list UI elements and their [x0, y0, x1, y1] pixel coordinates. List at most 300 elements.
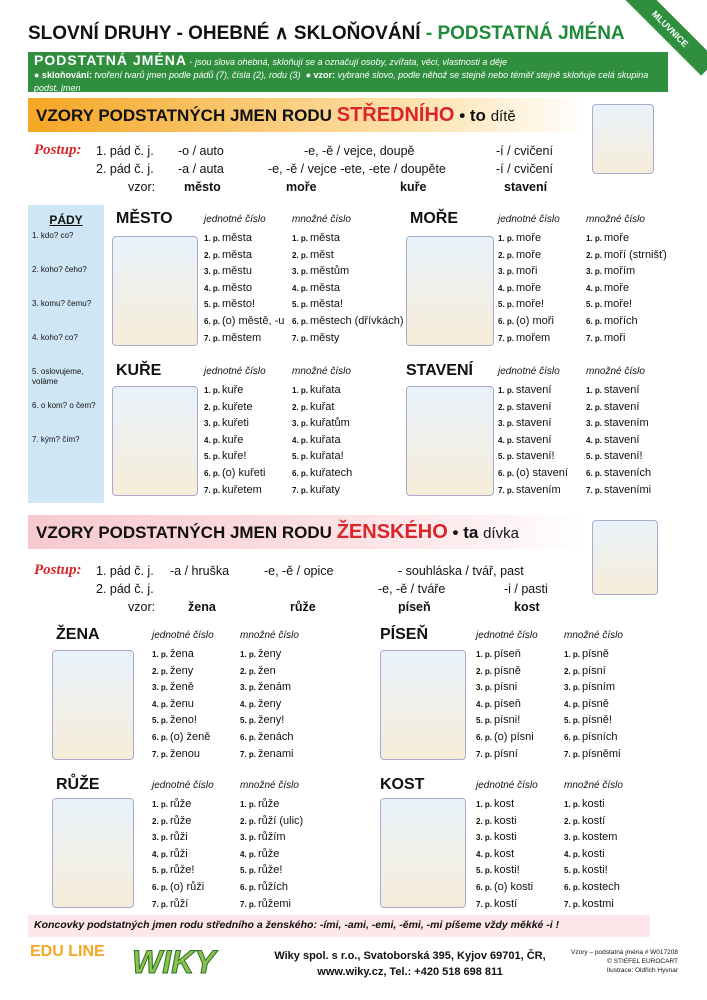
col1-vzor: město — [184, 180, 221, 194]
case-number: 2. p. — [476, 816, 493, 826]
case-number: 6. p. — [152, 733, 169, 742]
plural-header: množné číslo — [240, 630, 299, 641]
case-word: kostech — [582, 881, 620, 893]
case-number: 3. p. — [292, 419, 309, 429]
case-number: 4. p. — [498, 435, 515, 445]
case-form — [204, 249, 252, 266]
case-number: 4. p. — [476, 699, 493, 709]
case-form — [204, 384, 243, 401]
case-number: 6. p. — [564, 733, 581, 742]
col2-r2: -e, -ě / vejce -ete, -ete / doupěte — [268, 162, 446, 176]
case-word: písně — [582, 697, 609, 710]
col4-vzor: kost — [514, 600, 540, 614]
case-form — [476, 714, 520, 731]
case-number: 5. p. — [240, 866, 257, 876]
case-word: stavení — [516, 433, 552, 446]
case-word: stavení — [516, 384, 552, 396]
case-form — [564, 848, 605, 865]
case-form — [498, 484, 561, 501]
case-word: písni — [494, 681, 518, 694]
case-number: 6. p. — [292, 317, 309, 326]
col1-vzor: žena — [188, 600, 216, 614]
case-number: 7. p. — [204, 333, 221, 343]
case-form — [292, 417, 350, 434]
case-number: 2. p. — [204, 250, 221, 260]
case-number: 4. p. — [204, 435, 221, 445]
case-word: mořím — [604, 265, 636, 278]
case-word: písní — [494, 747, 518, 760]
case-word: ženo! — [170, 714, 197, 727]
case-number: 5. p. — [586, 300, 603, 310]
case-number: 2. p. — [152, 666, 169, 676]
case-form — [476, 731, 534, 748]
col2-r1: -e, -ě / vejce, doupě — [304, 144, 415, 158]
case-number: 3. p. — [204, 267, 221, 277]
plural-header: množné číslo — [292, 214, 351, 225]
chick-illustration — [112, 386, 198, 496]
singular-header: jednotné číslo — [498, 366, 560, 377]
case-number: 7. p. — [586, 333, 603, 343]
postup-label: Postup: — [34, 142, 82, 158]
case-word: písně — [582, 648, 609, 660]
case-word: růži — [170, 831, 188, 844]
case-word: města — [222, 248, 252, 261]
case-number: 3. p. — [476, 833, 493, 843]
plural-header: množné číslo — [564, 780, 623, 791]
case-number: 7. p. — [152, 899, 169, 909]
case-number: 1. p. — [204, 386, 221, 395]
case-number: 5. p. — [498, 300, 515, 310]
case-word: písní — [582, 664, 606, 677]
singular-header: jednotné číslo — [152, 780, 214, 791]
case-word: moři — [516, 265, 538, 278]
col1-r2: -a / auta — [178, 162, 224, 176]
paradigm-word: PÍSEŇ — [380, 626, 429, 643]
case-word: písně! — [582, 714, 612, 727]
case-form — [204, 265, 252, 282]
case-word: města! — [310, 298, 344, 311]
case-row: 2. koho? čeho? — [32, 265, 87, 274]
case-word: ženy — [258, 697, 282, 710]
case-form — [240, 831, 286, 848]
case-form — [292, 384, 341, 401]
case-number: 1. p. — [476, 800, 493, 809]
col3-r2: -e, -ě / tváře — [378, 582, 446, 596]
case-word: kuřatům — [310, 417, 350, 430]
case-row: 1. kdo? co? — [32, 231, 74, 240]
singular-header: jednotné číslo — [152, 630, 214, 641]
case-number: 5. p. — [476, 716, 493, 726]
case-word: kostmi — [582, 897, 614, 910]
woman-reading-illustration — [52, 650, 134, 760]
case-number: 1. p. — [564, 650, 581, 659]
case-number: 1. p. — [240, 800, 257, 809]
case-word: stavením — [604, 417, 649, 430]
case-number: 5. p. — [564, 866, 581, 876]
singular-header: jednotné číslo — [476, 630, 538, 641]
case-form — [292, 450, 344, 467]
col4-r2: -i / pasti — [504, 582, 548, 596]
postup-r2: 2. pád č. j. — [96, 162, 154, 176]
case-form — [152, 881, 204, 898]
case-word: stavení — [516, 417, 552, 430]
sklon-label: ● skloňování: — [34, 70, 92, 80]
col3-vzor: píseň — [398, 600, 431, 614]
case-number: 5. p. — [476, 866, 493, 876]
case-form — [564, 681, 615, 698]
case-word: (o) moři — [516, 315, 554, 327]
case-word: kuřata — [310, 384, 341, 396]
case-form — [240, 898, 291, 915]
case-word: mořem — [516, 331, 551, 344]
case-word: (o) ženě — [170, 731, 211, 743]
footer-web: www.wiky.cz, Tel.: +420 518 698 811 — [317, 966, 503, 978]
case-word: stavení — [516, 400, 552, 413]
case-form — [564, 665, 606, 682]
case-form — [498, 332, 550, 349]
case-number: 5. p. — [564, 716, 581, 726]
case-word: staveních — [604, 467, 652, 479]
case-form — [564, 815, 605, 832]
case-number: 6. p. — [476, 883, 493, 892]
case-word: ženám — [258, 681, 292, 694]
case-word: růžemi — [258, 897, 292, 910]
footer-contact — [260, 948, 560, 980]
case-form — [240, 665, 276, 682]
cases-sidebar — [28, 205, 104, 503]
col1-r1: -o / auto — [178, 144, 224, 158]
case-number: 4. p. — [476, 849, 493, 859]
case-form — [292, 282, 340, 299]
case-word: město — [222, 281, 252, 294]
case-word: kosti — [494, 831, 517, 844]
case-number: 2. p. — [564, 666, 581, 676]
col3-vzor: kuře — [400, 180, 427, 194]
case-word: kuřata! — [310, 450, 344, 463]
case-number: 7. p. — [204, 485, 221, 495]
case-form — [204, 332, 261, 349]
definition-box — [28, 52, 668, 92]
case-form — [476, 848, 514, 865]
case-form — [476, 898, 517, 915]
postup-vzor: vzor: — [128, 180, 156, 194]
case-word: ženy! — [258, 714, 285, 727]
case-word: městech (dřívkách) — [310, 315, 404, 327]
case-form — [240, 681, 291, 698]
case-word: růží (ulic) — [258, 814, 304, 827]
case-form — [564, 864, 608, 881]
case-number: 1. p. — [152, 800, 169, 809]
case-word: stavení — [604, 384, 640, 396]
case-word: moře — [604, 281, 630, 294]
case-number: 2. p. — [586, 250, 603, 260]
case-number: 3. p. — [586, 267, 603, 277]
case-word: růže — [170, 798, 192, 810]
postup-label: Postup: — [34, 562, 82, 578]
paradigm-word: ŽENA — [56, 626, 100, 643]
case-number: 2. p. — [204, 402, 221, 412]
case-form — [204, 282, 252, 299]
case-number: 4. p. — [292, 283, 309, 293]
case-form — [586, 384, 639, 401]
house-illustration — [406, 386, 494, 496]
case-form — [152, 815, 191, 832]
case-number: 6. p. — [292, 469, 309, 478]
case-form — [240, 731, 293, 748]
case-form — [204, 315, 284, 332]
footer-illustrator: Ilustrace: Oldřich Hyvnar — [606, 967, 678, 974]
case-form — [564, 648, 609, 665]
case-number: 6. p. — [498, 469, 515, 478]
case-row: 7. kým? čím? — [32, 435, 80, 444]
case-form — [586, 298, 632, 315]
case-word: (o) růži — [170, 881, 205, 893]
case-word: kuřata — [310, 433, 341, 446]
band-post: • to — [459, 106, 486, 125]
case-number: 1. p. — [476, 650, 493, 659]
case-number: 1. p. — [292, 386, 309, 395]
case-form — [498, 282, 541, 299]
case-word: ženy — [170, 664, 194, 677]
case-number: 3. p. — [498, 267, 515, 277]
case-word: stavení — [604, 400, 640, 413]
case-form — [498, 384, 551, 401]
case-number: 1. p. — [586, 386, 603, 395]
col4-r2: -í / cvičení — [496, 162, 553, 176]
case-word: moří (strnišť) — [604, 248, 667, 261]
case-word: kuře — [222, 384, 244, 396]
case-form — [240, 648, 281, 665]
case-word: městy — [310, 331, 340, 344]
case-number: 4. p. — [586, 435, 603, 445]
case-form — [586, 332, 625, 349]
woman-illustration — [592, 520, 658, 595]
case-word: moře! — [604, 298, 633, 311]
case-number: 7. p. — [564, 899, 581, 909]
case-word: kuřeti — [222, 417, 249, 430]
case-number: 6. p. — [476, 733, 493, 742]
col4-vzor: stavení — [504, 180, 548, 194]
case-form — [152, 714, 197, 731]
case-word: růže! — [170, 864, 195, 877]
case-form — [476, 864, 520, 881]
case-form — [292, 315, 404, 332]
case-form — [240, 748, 293, 765]
case-form — [240, 698, 281, 715]
case-number: 2. p. — [152, 816, 169, 826]
case-word: růže — [258, 798, 280, 810]
case-form — [476, 815, 517, 832]
case-number: 5. p. — [498, 452, 515, 462]
case-number: 6. p. — [498, 317, 515, 326]
case-form — [152, 731, 210, 748]
case-number: 4. p. — [498, 283, 515, 293]
footer-copyright: © STIEFEL EUROCART — [607, 958, 678, 965]
case-number: 6. p. — [586, 317, 603, 326]
cases-title: PÁDY — [49, 213, 83, 227]
case-word: moře! — [516, 298, 545, 311]
case-form — [498, 232, 541, 249]
case-form — [152, 798, 191, 815]
case-form — [152, 681, 194, 698]
case-number: 7. p. — [240, 749, 257, 759]
case-form — [292, 332, 339, 349]
case-word: ženu — [170, 697, 194, 710]
case-number: 6. p. — [240, 883, 257, 892]
case-number: 7. p. — [292, 485, 309, 495]
case-word: (o) stavení — [516, 467, 568, 479]
case-word: kuřaty — [310, 483, 340, 496]
case-word: růže — [258, 847, 280, 860]
case-word: žena — [170, 648, 194, 660]
case-word: písním — [582, 681, 616, 694]
case-number: 5. p. — [152, 866, 169, 876]
case-form — [586, 467, 651, 484]
paradigm-word: KUŘE — [116, 362, 162, 379]
case-word: ženou — [170, 747, 200, 760]
case-number: 4. p. — [564, 849, 581, 859]
case-number: 4. p. — [204, 283, 221, 293]
case-form — [152, 648, 194, 665]
case-form — [586, 265, 635, 282]
footer — [28, 940, 678, 990]
case-number: 5. p. — [292, 300, 309, 310]
case-form — [498, 265, 537, 282]
case-form — [240, 815, 303, 832]
case-number: 7. p. — [292, 333, 309, 343]
wiky-logo: WIKY — [132, 944, 216, 980]
case-number: 3. p. — [240, 683, 257, 693]
case-number: 7. p. — [476, 749, 493, 759]
case-form — [152, 864, 194, 881]
case-form — [476, 748, 518, 765]
case-number: 7. p. — [240, 899, 257, 909]
case-number: 1. p. — [498, 234, 515, 243]
plural-header: množné číslo — [292, 366, 351, 377]
case-word: městem — [222, 331, 262, 344]
case-form — [476, 698, 521, 715]
case-number: 2. p. — [564, 816, 581, 826]
case-number: 1. p. — [204, 234, 221, 243]
feminine-band — [28, 515, 588, 549]
case-form — [498, 298, 544, 315]
case-word: města — [222, 232, 252, 244]
case-row: 5. oslovujeme, voláme — [32, 367, 84, 386]
case-form — [586, 282, 629, 299]
case-form — [240, 848, 279, 865]
postup-r1: 1. pád č. j. — [96, 144, 154, 158]
neuter-postup — [28, 140, 588, 200]
case-word: (o) kuřeti — [222, 467, 266, 479]
case-form — [476, 648, 521, 665]
case-form — [292, 484, 340, 501]
case-number: 6. p. — [240, 733, 257, 742]
case-form — [152, 848, 188, 865]
paradigm-word: STAVENÍ — [406, 362, 473, 379]
case-form — [498, 417, 551, 434]
singular-header: jednotné číslo — [498, 214, 560, 225]
col2-vzor: moře — [286, 180, 317, 194]
eduline-logo: EDU LINE — [30, 943, 105, 960]
singular-header: jednotné číslo — [204, 214, 266, 225]
plural-header: množné číslo — [564, 630, 623, 641]
case-word: kostem — [582, 831, 618, 844]
case-word: městu — [222, 265, 252, 278]
case-number: 6. p. — [204, 317, 221, 326]
case-number: 3. p. — [498, 419, 515, 429]
case-number: 7. p. — [152, 749, 169, 759]
case-word: kuřetem — [222, 483, 262, 496]
case-word: kuře! — [222, 450, 247, 463]
paradigm-word: MOŘE — [410, 210, 458, 227]
footer-meta — [568, 948, 678, 975]
case-form — [240, 881, 288, 898]
def-heading: PODSTATNÁ JMÉNA — [34, 52, 187, 68]
case-form — [476, 665, 521, 682]
case-form — [564, 731, 617, 748]
plural-header: množné číslo — [586, 214, 645, 225]
case-word: písně — [494, 664, 521, 677]
case-number: 4. p. — [586, 283, 603, 293]
paradigm-word: MĚSTO — [116, 210, 173, 227]
case-word: města — [310, 281, 340, 294]
vzor-label: ● vzor: — [305, 70, 336, 80]
case-word: kuře — [222, 433, 244, 446]
case-number: 5. p. — [586, 452, 603, 462]
case-word: píseň — [494, 697, 521, 710]
case-form — [204, 450, 246, 467]
case-form — [204, 434, 243, 451]
case-number: 2. p. — [240, 816, 257, 826]
case-word: růžím — [258, 831, 286, 844]
case-number: 2. p. — [240, 666, 257, 676]
case-word: kosti! — [494, 864, 520, 877]
case-form — [204, 298, 255, 315]
singular-header: jednotné číslo — [204, 366, 266, 377]
case-number: 2. p. — [498, 402, 515, 412]
paradigm-word: KOST — [380, 776, 425, 793]
case-number: 1. p. — [586, 234, 603, 243]
case-word: kostí — [494, 897, 518, 910]
case-word: (o) kosti — [494, 881, 534, 893]
case-form — [292, 467, 352, 484]
vzor-text: vybrané slovo, podle něhož se stejně nebo téměř stejně skloňuje celá skupina podst. jmen — [34, 70, 649, 92]
case-word: stavení! — [604, 450, 643, 463]
case-form — [586, 450, 643, 467]
case-word: píseň — [494, 648, 521, 660]
col3-r1: - souhláska / tvář, past — [398, 564, 524, 578]
case-form — [476, 798, 514, 815]
def-text: - jsou slova ohebná, skloňují se a označují osoby, zvířata, věci, vlastnosti a děje — [189, 57, 507, 67]
case-number: 6. p. — [152, 883, 169, 892]
case-word: ženami — [258, 747, 294, 760]
case-form — [564, 748, 621, 765]
case-word: písni! — [494, 714, 521, 727]
case-number: 4. p. — [152, 699, 169, 709]
case-word: (o) písni — [494, 731, 534, 743]
case-form — [204, 232, 252, 249]
case-number: 2. p. — [292, 402, 309, 412]
case-word: růžích — [258, 881, 288, 893]
case-form — [564, 698, 609, 715]
case-number: 5. p. — [240, 716, 257, 726]
case-form — [498, 434, 551, 451]
postup-r1: 1. pád č. j. — [96, 564, 154, 578]
case-form — [498, 401, 551, 418]
case-number: 1. p. — [498, 386, 515, 395]
case-word: písních — [582, 731, 618, 743]
case-word: městům — [310, 265, 350, 278]
